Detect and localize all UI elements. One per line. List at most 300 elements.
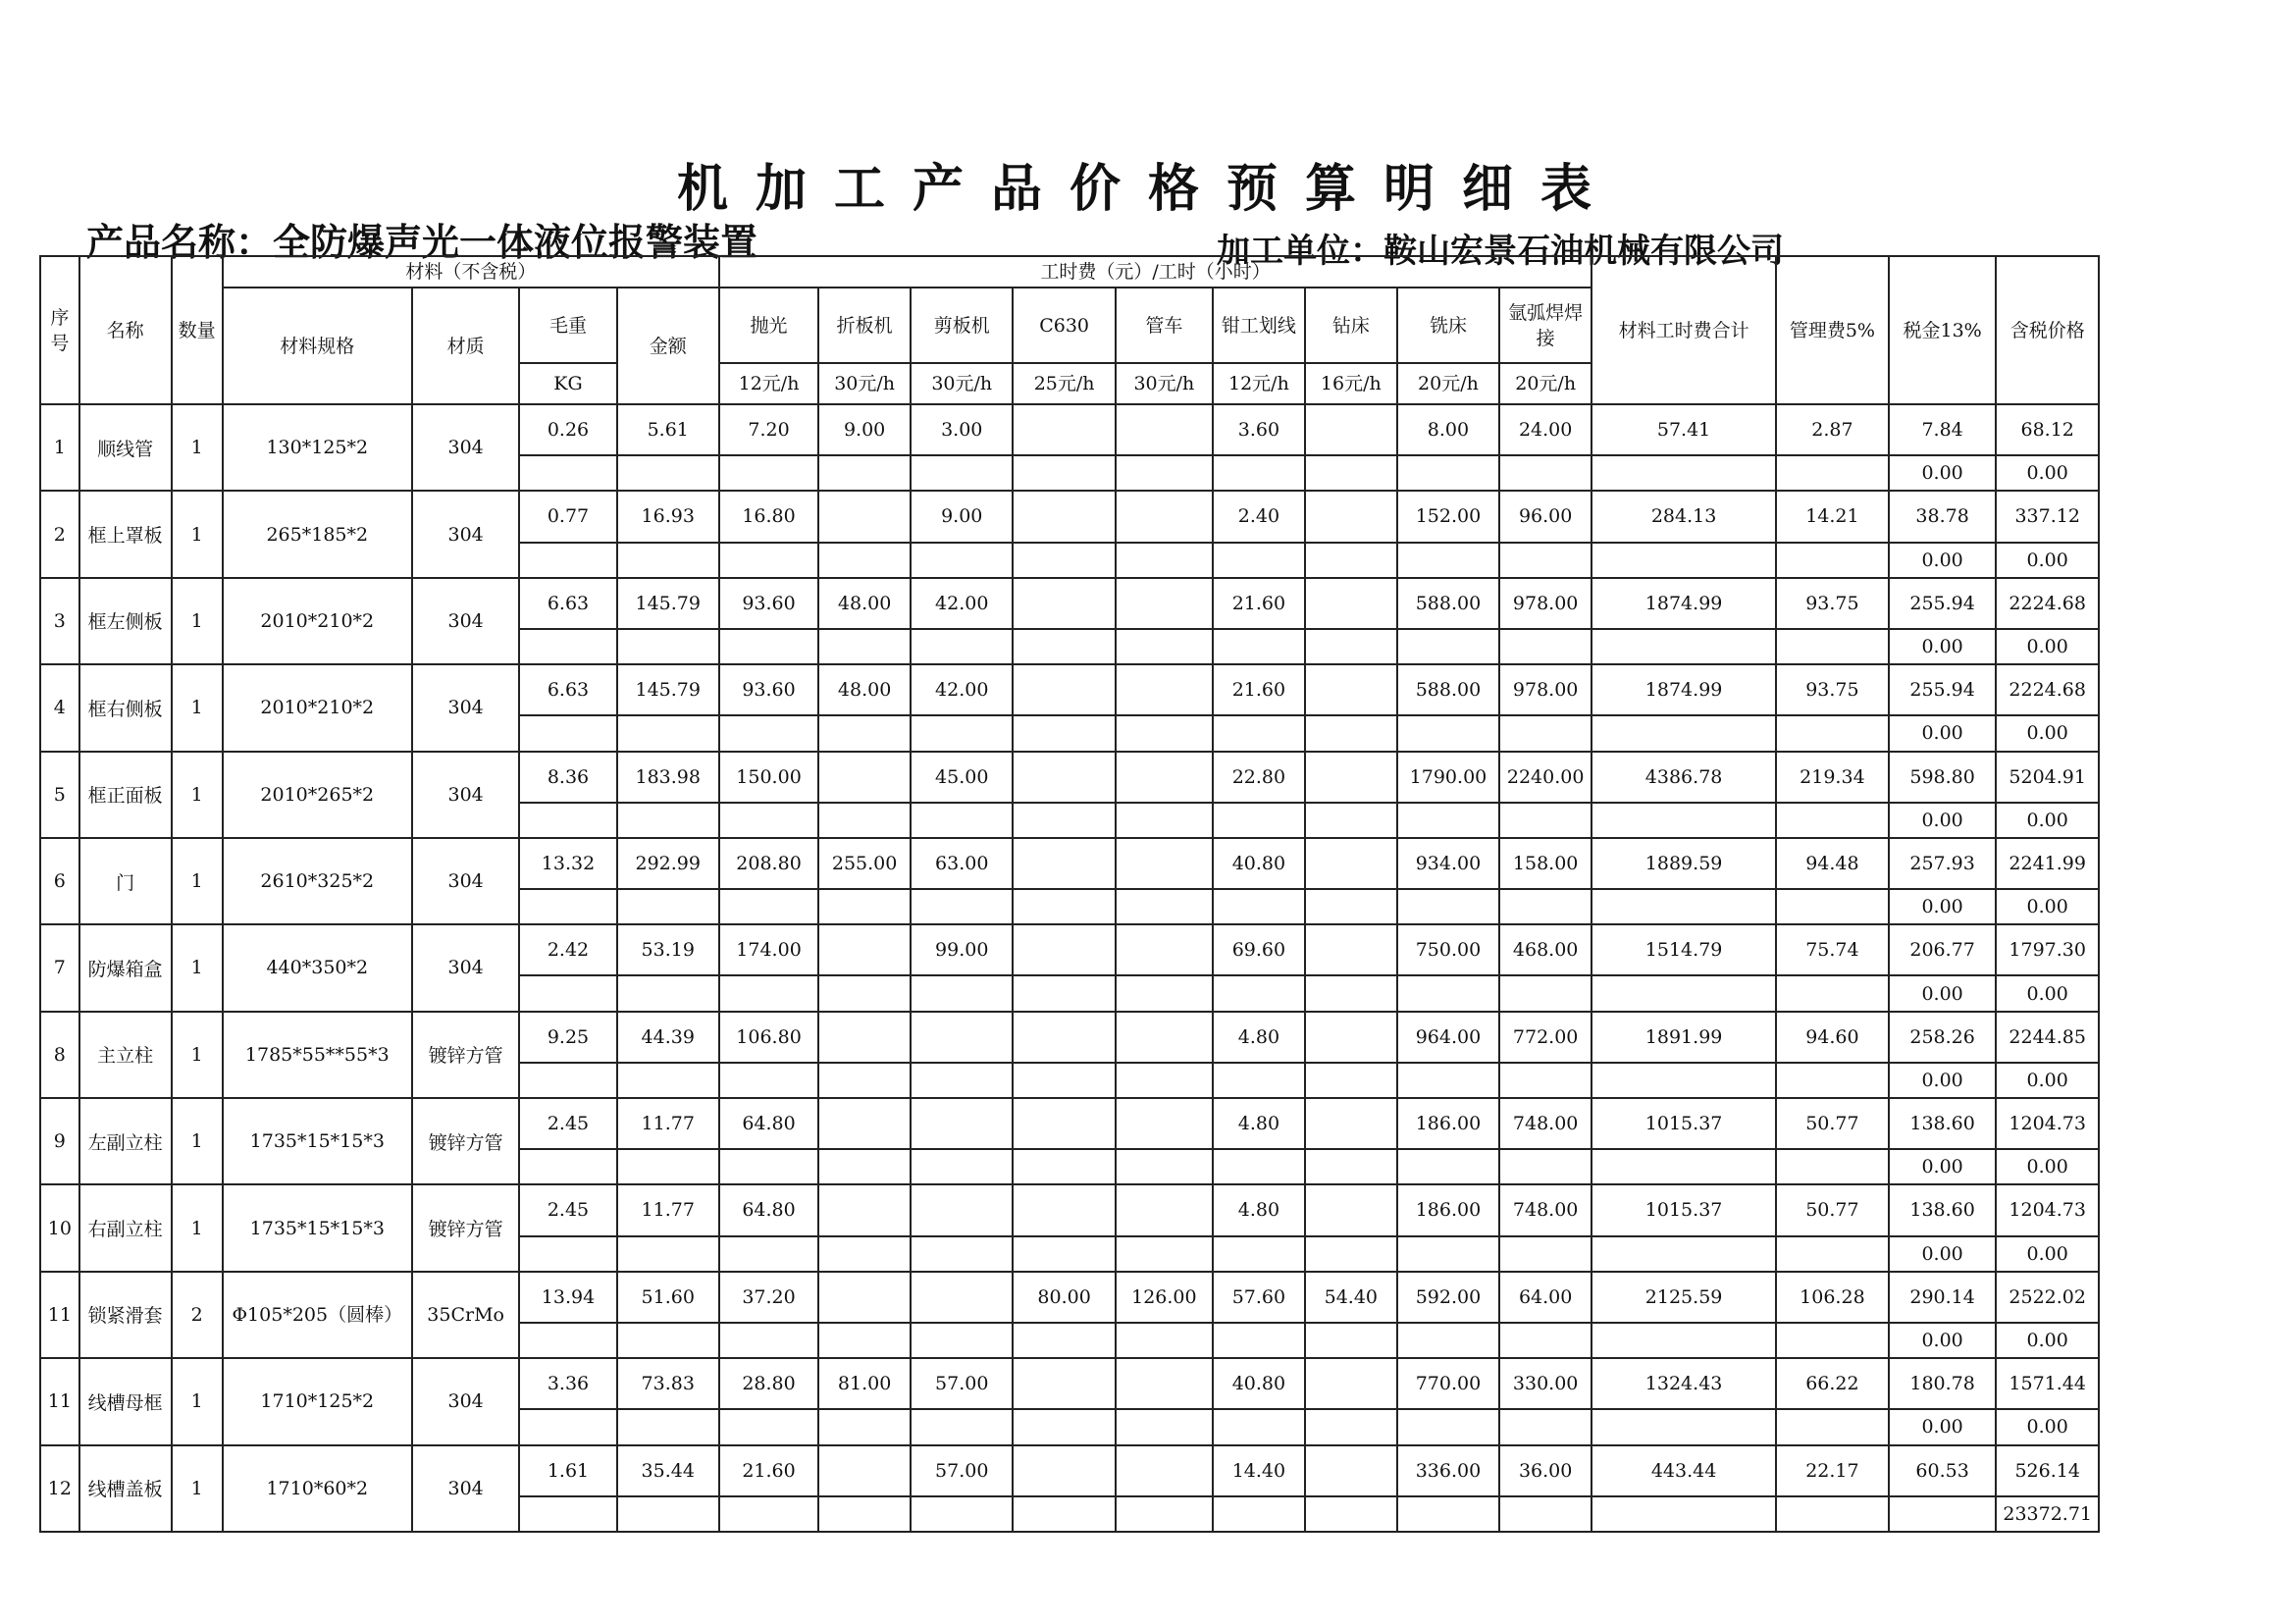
row-empty-cell — [1305, 1496, 1397, 1532]
row-empty-cell — [1305, 715, 1397, 751]
row-drill-cell — [1305, 664, 1397, 715]
row-tax-cell: 255.94 — [1889, 664, 1997, 715]
row-drill-cell — [1305, 491, 1397, 542]
header-tax: 税金13% — [1889, 256, 1997, 404]
row-empty-cell — [818, 975, 911, 1011]
row-weld-cell: 468.00 — [1499, 924, 1592, 975]
row-bend-cell: 255.00 — [818, 838, 911, 889]
row-subtotal-cell: 1324.43 — [1592, 1358, 1776, 1409]
header-shear-rate: 30元/h — [911, 363, 1013, 404]
row-c630-cell — [1013, 1445, 1115, 1496]
row-total-extra-cell: 0.00 — [1996, 975, 2099, 1011]
row-fitter-cell: 21.60 — [1213, 664, 1305, 715]
row-empty-cell — [1305, 803, 1397, 838]
row-empty-cell — [617, 715, 719, 751]
row-empty-cell — [519, 975, 616, 1011]
row-total-extra-cell: 0.00 — [1996, 803, 2099, 838]
row-empty-cell — [519, 455, 616, 491]
row-drill-cell — [1305, 578, 1397, 629]
row-empty-cell — [617, 1063, 719, 1098]
row-empty-cell — [719, 1063, 818, 1098]
row-empty-cell — [1776, 975, 1889, 1011]
row-total-extra-cell: 23372.71 — [1996, 1496, 2099, 1532]
row-drill-cell — [1305, 1445, 1397, 1496]
row-empty-cell — [1013, 1409, 1115, 1444]
row-bend-cell — [818, 1184, 911, 1235]
row-name-cell: 锁紧滑套 — [79, 1272, 172, 1358]
row-total-cell: 2241.99 — [1996, 838, 2099, 889]
row-empty-cell — [1305, 1323, 1397, 1358]
row-empty-cell — [911, 715, 1013, 751]
row-subtotal-cell: 1015.37 — [1592, 1184, 1776, 1235]
row-lathe-cell — [1116, 404, 1213, 455]
row-empty-cell — [1116, 803, 1213, 838]
row-empty-cell — [1305, 889, 1397, 924]
row-gross-weight-cell: 1.61 — [519, 1445, 616, 1496]
row-gross-weight-cell: 0.26 — [519, 404, 616, 455]
row-empty-cell — [1013, 975, 1115, 1011]
row-empty-cell — [1397, 1236, 1499, 1272]
row-index-cell: 11 — [40, 1358, 79, 1444]
row-empty-cell — [911, 1063, 1013, 1098]
row-empty-cell — [911, 975, 1013, 1011]
row-gross-weight-cell: 6.63 — [519, 664, 616, 715]
row-empty-cell — [1397, 889, 1499, 924]
row-lathe-cell — [1116, 838, 1213, 889]
row-name-cell: 门 — [79, 838, 172, 924]
row-mgmt-cell: 2.87 — [1776, 404, 1889, 455]
row-mill-cell: 750.00 — [1397, 924, 1499, 975]
row-empty-cell — [1499, 1409, 1592, 1444]
row-tax-extra-cell: 0.00 — [1889, 975, 1997, 1011]
row-tax-cell: 38.78 — [1889, 491, 1997, 542]
row-weld-cell: 330.00 — [1499, 1358, 1592, 1409]
row-empty-cell — [719, 715, 818, 751]
row-mill-cell: 186.00 — [1397, 1184, 1499, 1235]
row-spec-cell: 1735*15*15*3 — [223, 1098, 412, 1184]
row-weld-cell: 2240.00 — [1499, 752, 1592, 803]
row-weld-cell: 748.00 — [1499, 1184, 1592, 1235]
row-subtotal-cell: 1514.79 — [1592, 924, 1776, 975]
row-subtotal-cell: 57.41 — [1592, 404, 1776, 455]
row-c630-cell — [1013, 404, 1115, 455]
row-empty-cell — [617, 629, 719, 664]
row-empty-cell — [1116, 975, 1213, 1011]
row-material-cell: 304 — [412, 1358, 520, 1444]
row-empty-cell — [1592, 1496, 1776, 1532]
row-total-cell: 2224.68 — [1996, 578, 2099, 629]
row-spec-cell: Φ105*205（圆棒） — [223, 1272, 412, 1358]
row-empty-cell — [1592, 1063, 1776, 1098]
row-qty-cell: 1 — [172, 491, 223, 577]
row-empty-cell — [1213, 803, 1305, 838]
row-empty-cell — [911, 543, 1013, 578]
row-empty-cell — [1213, 543, 1305, 578]
row-empty-cell — [617, 455, 719, 491]
row-mgmt-cell: 75.74 — [1776, 924, 1889, 975]
row-gross-weight-cell: 9.25 — [519, 1012, 616, 1063]
row-gross-weight-cell: 13.32 — [519, 838, 616, 889]
row-amount-cell: 145.79 — [617, 578, 719, 629]
table-row — [40, 752, 2099, 803]
row-empty-cell — [1116, 455, 1213, 491]
row-empty-cell — [1592, 1149, 1776, 1184]
row-qty-cell: 1 — [172, 1184, 223, 1271]
row-qty-cell: 1 — [172, 1445, 223, 1533]
row-empty-cell — [1776, 1496, 1889, 1532]
row-material-cell: 304 — [412, 491, 520, 577]
row-empty-cell — [617, 1496, 719, 1532]
row-empty-cell — [911, 889, 1013, 924]
row-empty-cell — [911, 1149, 1013, 1184]
row-mill-cell: 770.00 — [1397, 1358, 1499, 1409]
row-c630-cell — [1013, 578, 1115, 629]
row-empty-cell — [719, 1149, 818, 1184]
row-bend-cell — [818, 491, 911, 542]
row-empty-cell — [1499, 715, 1592, 751]
row-fitter-cell: 4.80 — [1213, 1012, 1305, 1063]
row-empty-cell — [519, 543, 616, 578]
row-subtotal-cell: 1015.37 — [1592, 1098, 1776, 1149]
row-material-cell: 镀锌方管 — [412, 1012, 520, 1098]
row-name-cell: 主立柱 — [79, 1012, 172, 1098]
row-material-cell: 304 — [412, 404, 520, 491]
row-amount-cell: 292.99 — [617, 838, 719, 889]
row-index-cell: 6 — [40, 838, 79, 924]
row-empty-cell — [818, 629, 911, 664]
row-tax-extra-cell: 0.00 — [1889, 1236, 1997, 1272]
row-amount-cell: 11.77 — [617, 1184, 719, 1235]
row-empty-cell — [1013, 1496, 1115, 1532]
row-c630-cell — [1013, 1098, 1115, 1149]
header-drill-rate: 16元/h — [1305, 363, 1397, 404]
row-empty-cell — [911, 629, 1013, 664]
row-empty-cell — [1592, 803, 1776, 838]
row-bend-cell — [818, 924, 911, 975]
row-lathe-cell — [1116, 1358, 1213, 1409]
row-empty-cell — [1305, 543, 1397, 578]
row-empty-cell — [1116, 1236, 1213, 1272]
row-total-cell: 2522.02 — [1996, 1272, 2099, 1323]
row-fitter-cell: 21.60 — [1213, 578, 1305, 629]
row-material-cell: 304 — [412, 752, 520, 838]
row-empty-cell — [719, 975, 818, 1011]
header-lathe: 管车 — [1116, 288, 1213, 363]
row-gross-weight-cell: 3.36 — [519, 1358, 616, 1409]
row-empty-cell — [1397, 803, 1499, 838]
row-shear-cell: 42.00 — [911, 578, 1013, 629]
row-empty-cell — [1397, 715, 1499, 751]
row-empty-cell — [1116, 1409, 1213, 1444]
row-polish-cell: 21.60 — [719, 1445, 818, 1496]
row-mgmt-cell: 219.34 — [1776, 752, 1889, 803]
row-mill-cell: 1790.00 — [1397, 752, 1499, 803]
row-empty-cell — [617, 1236, 719, 1272]
row-total-cell: 5204.91 — [1996, 752, 2099, 803]
header-polish-rate: 12元/h — [719, 363, 818, 404]
row-fitter-cell: 3.60 — [1213, 404, 1305, 455]
row-empty-cell — [1305, 975, 1397, 1011]
header-bend: 折板机 — [818, 288, 911, 363]
row-empty-cell — [1776, 1323, 1889, 1358]
row-mgmt-cell: 22.17 — [1776, 1445, 1889, 1496]
row-qty-cell: 1 — [172, 1098, 223, 1184]
row-empty-cell — [719, 1496, 818, 1532]
header-fitter-rate: 12元/h — [1213, 363, 1305, 404]
row-fitter-cell: 22.80 — [1213, 752, 1305, 803]
row-empty-cell — [1116, 889, 1213, 924]
header-lathe-rate: 30元/h — [1116, 363, 1213, 404]
row-amount-cell: 44.39 — [617, 1012, 719, 1063]
row-total-extra-cell: 0.00 — [1996, 543, 2099, 578]
row-subtotal-cell: 284.13 — [1592, 491, 1776, 542]
row-tax-extra-cell: 0.00 — [1889, 1149, 1997, 1184]
header-gross-weight: 毛重 — [519, 288, 616, 363]
table-body — [40, 404, 2099, 1532]
row-empty-cell — [719, 1323, 818, 1358]
row-c630-cell — [1013, 664, 1115, 715]
row-empty-cell — [617, 1323, 719, 1358]
row-fitter-cell: 2.40 — [1213, 491, 1305, 542]
row-empty-cell — [1592, 543, 1776, 578]
row-bend-cell: 48.00 — [818, 578, 911, 629]
row-mgmt-cell: 50.77 — [1776, 1184, 1889, 1235]
row-total-cell: 2224.68 — [1996, 664, 2099, 715]
header-mill-rate: 20元/h — [1397, 363, 1499, 404]
row-empty-cell — [1213, 1323, 1305, 1358]
row-shear-cell — [911, 1098, 1013, 1149]
table-row — [40, 578, 2099, 629]
row-shear-cell — [911, 1012, 1013, 1063]
row-amount-cell: 35.44 — [617, 1445, 719, 1496]
row-empty-cell — [1776, 1236, 1889, 1272]
row-empty-cell — [911, 1236, 1013, 1272]
table-row — [40, 404, 2099, 455]
row-empty-cell — [519, 1149, 616, 1184]
row-amount-cell: 73.83 — [617, 1358, 719, 1409]
row-empty-cell — [1499, 1323, 1592, 1358]
row-empty-cell — [1013, 803, 1115, 838]
row-empty-cell — [911, 1496, 1013, 1532]
row-empty-cell — [1213, 975, 1305, 1011]
row-name-cell: 线槽盖板 — [79, 1445, 172, 1533]
row-empty-cell — [1776, 629, 1889, 664]
row-empty-cell — [911, 1409, 1013, 1444]
row-lathe-cell: 126.00 — [1116, 1272, 1213, 1323]
row-subtotal-cell: 1889.59 — [1592, 838, 1776, 889]
row-empty-cell — [519, 1063, 616, 1098]
row-name-cell: 防爆箱盒 — [79, 924, 172, 1011]
row-lathe-cell — [1116, 924, 1213, 975]
header-mill: 铣床 — [1397, 288, 1499, 363]
row-empty-cell — [911, 803, 1013, 838]
row-bend-cell: 48.00 — [818, 664, 911, 715]
row-polish-cell: 16.80 — [719, 491, 818, 542]
row-empty-cell — [818, 1409, 911, 1444]
header-c630: C630 — [1013, 288, 1115, 363]
row-weld-cell: 978.00 — [1499, 578, 1592, 629]
row-drill-cell — [1305, 1184, 1397, 1235]
row-empty-cell — [1013, 629, 1115, 664]
row-empty-cell — [1776, 1409, 1889, 1444]
row-polish-cell: 174.00 — [719, 924, 818, 975]
row-empty-cell — [1499, 629, 1592, 664]
row-empty-cell — [1499, 1063, 1592, 1098]
row-empty-cell — [1213, 1063, 1305, 1098]
row-empty-cell — [818, 1149, 911, 1184]
row-name-cell: 左副立柱 — [79, 1098, 172, 1184]
row-lathe-cell — [1116, 752, 1213, 803]
header-polish: 抛光 — [719, 288, 818, 363]
row-index-cell: 10 — [40, 1184, 79, 1271]
row-weld-cell: 978.00 — [1499, 664, 1592, 715]
header-weld: 氩弧焊焊接 — [1499, 288, 1592, 363]
row-mgmt-cell: 93.75 — [1776, 578, 1889, 629]
row-empty-cell — [519, 1323, 616, 1358]
table-row — [40, 838, 2099, 889]
row-polish-cell: 106.80 — [719, 1012, 818, 1063]
row-empty-cell — [1776, 1149, 1889, 1184]
row-bend-cell: 9.00 — [818, 404, 911, 455]
row-empty-cell — [818, 1496, 911, 1532]
row-empty-cell — [1013, 889, 1115, 924]
row-subtotal-cell: 1874.99 — [1592, 578, 1776, 629]
row-spec-cell: 2610*325*2 — [223, 838, 412, 924]
row-fitter-cell: 40.80 — [1213, 1358, 1305, 1409]
row-spec-cell: 265*185*2 — [223, 491, 412, 577]
row-spec-cell: 130*125*2 — [223, 404, 412, 491]
row-polish-cell: 150.00 — [719, 752, 818, 803]
row-total-extra-cell: 0.00 — [1996, 1149, 2099, 1184]
row-tax-extra-cell: 0.00 — [1889, 889, 1997, 924]
row-bend-cell — [818, 1012, 911, 1063]
row-total-cell: 1204.73 — [1996, 1098, 2099, 1149]
row-empty-cell — [617, 803, 719, 838]
header-index: 序号 — [40, 256, 79, 404]
row-total-cell: 526.14 — [1996, 1445, 2099, 1496]
row-fitter-cell: 40.80 — [1213, 838, 1305, 889]
row-shear-cell — [911, 1272, 1013, 1323]
row-empty-cell — [1116, 1149, 1213, 1184]
row-total-extra-cell: 0.00 — [1996, 629, 2099, 664]
row-name-cell: 右副立柱 — [79, 1184, 172, 1271]
row-empty-cell — [1213, 1496, 1305, 1532]
row-spec-cell: 1735*15*15*3 — [223, 1184, 412, 1271]
row-empty-cell — [617, 543, 719, 578]
row-total-cell: 337.12 — [1996, 491, 2099, 542]
header-mgmt: 管理费5% — [1776, 256, 1889, 404]
row-empty-cell — [1213, 889, 1305, 924]
row-empty-cell — [818, 1063, 911, 1098]
header-group-labor: 工时费（元）/工时（小时） — [719, 256, 1592, 288]
row-tax-cell: 60.53 — [1889, 1445, 1997, 1496]
row-bend-cell — [818, 752, 911, 803]
row-gross-weight-cell: 2.45 — [519, 1184, 616, 1235]
row-polish-cell: 64.80 — [719, 1098, 818, 1149]
row-qty-cell: 1 — [172, 924, 223, 1011]
table-row — [40, 1098, 2099, 1149]
row-empty-cell — [519, 1409, 616, 1444]
row-subtotal-cell: 2125.59 — [1592, 1272, 1776, 1323]
header-subtotal: 材料工时费合计 — [1592, 256, 1776, 404]
row-empty-cell — [1397, 1409, 1499, 1444]
row-mill-cell: 152.00 — [1397, 491, 1499, 542]
row-spec-cell: 2010*210*2 — [223, 664, 412, 751]
row-qty-cell: 1 — [172, 578, 223, 664]
row-shear-cell: 45.00 — [911, 752, 1013, 803]
header-drill: 钻床 — [1305, 288, 1397, 363]
header-amount: 金额 — [617, 288, 719, 404]
row-empty-cell — [1116, 629, 1213, 664]
row-empty-cell — [1397, 1323, 1499, 1358]
row-empty-cell — [719, 1409, 818, 1444]
row-polish-cell: 28.80 — [719, 1358, 818, 1409]
row-name-cell: 框正面板 — [79, 752, 172, 838]
row-material-cell: 镀锌方管 — [412, 1184, 520, 1271]
row-total-extra-cell: 0.00 — [1996, 1236, 2099, 1272]
row-empty-cell — [1013, 1063, 1115, 1098]
row-drill-cell — [1305, 924, 1397, 975]
row-empty-cell — [1499, 1236, 1592, 1272]
row-empty-cell — [1499, 543, 1592, 578]
row-tax-extra-cell: 0.00 — [1889, 1409, 1997, 1444]
row-index-cell: 3 — [40, 578, 79, 664]
row-qty-cell: 2 — [172, 1272, 223, 1358]
row-empty-cell — [1213, 1149, 1305, 1184]
row-empty-cell — [519, 803, 616, 838]
row-name-cell: 框上罩板 — [79, 491, 172, 577]
row-index-cell: 12 — [40, 1445, 79, 1533]
row-empty-cell — [1116, 1323, 1213, 1358]
row-empty-cell — [719, 803, 818, 838]
row-fitter-cell: 4.80 — [1213, 1184, 1305, 1235]
row-polish-cell: 64.80 — [719, 1184, 818, 1235]
row-empty-cell — [617, 1149, 719, 1184]
row-empty-cell — [519, 1496, 616, 1532]
row-total-cell: 2244.85 — [1996, 1012, 2099, 1063]
row-empty-cell — [911, 1323, 1013, 1358]
header-bend-rate: 30元/h — [818, 363, 911, 404]
row-gross-weight-cell: 2.42 — [519, 924, 616, 975]
row-empty-cell — [1213, 455, 1305, 491]
row-empty-cell — [719, 889, 818, 924]
row-shear-cell: 63.00 — [911, 838, 1013, 889]
row-empty-cell — [1397, 629, 1499, 664]
row-mill-cell: 588.00 — [1397, 578, 1499, 629]
row-empty-cell — [1592, 455, 1776, 491]
row-bend-cell — [818, 1272, 911, 1323]
row-empty-cell — [818, 543, 911, 578]
row-tax-extra-cell — [1889, 1496, 1997, 1532]
row-c630-cell — [1013, 1184, 1115, 1235]
row-empty-cell — [1592, 1409, 1776, 1444]
header-spec: 材料规格 — [223, 288, 412, 404]
row-name-cell: 顺线管 — [79, 404, 172, 491]
row-mill-cell: 336.00 — [1397, 1445, 1499, 1496]
row-empty-cell — [1305, 1149, 1397, 1184]
row-total-extra-cell: 0.00 — [1996, 455, 2099, 491]
row-polish-cell: 208.80 — [719, 838, 818, 889]
processing-unit-label: 加工单位：鞍山宏景石油机械有限公司 — [1217, 232, 1784, 271]
row-mill-cell: 592.00 — [1397, 1272, 1499, 1323]
row-mill-cell: 186.00 — [1397, 1098, 1499, 1149]
row-index-cell: 1 — [40, 404, 79, 491]
row-total-extra-cell: 0.00 — [1996, 715, 2099, 751]
row-weld-cell: 158.00 — [1499, 838, 1592, 889]
row-lathe-cell — [1116, 491, 1213, 542]
table-row — [40, 491, 2099, 542]
row-tax-cell: 255.94 — [1889, 578, 1997, 629]
